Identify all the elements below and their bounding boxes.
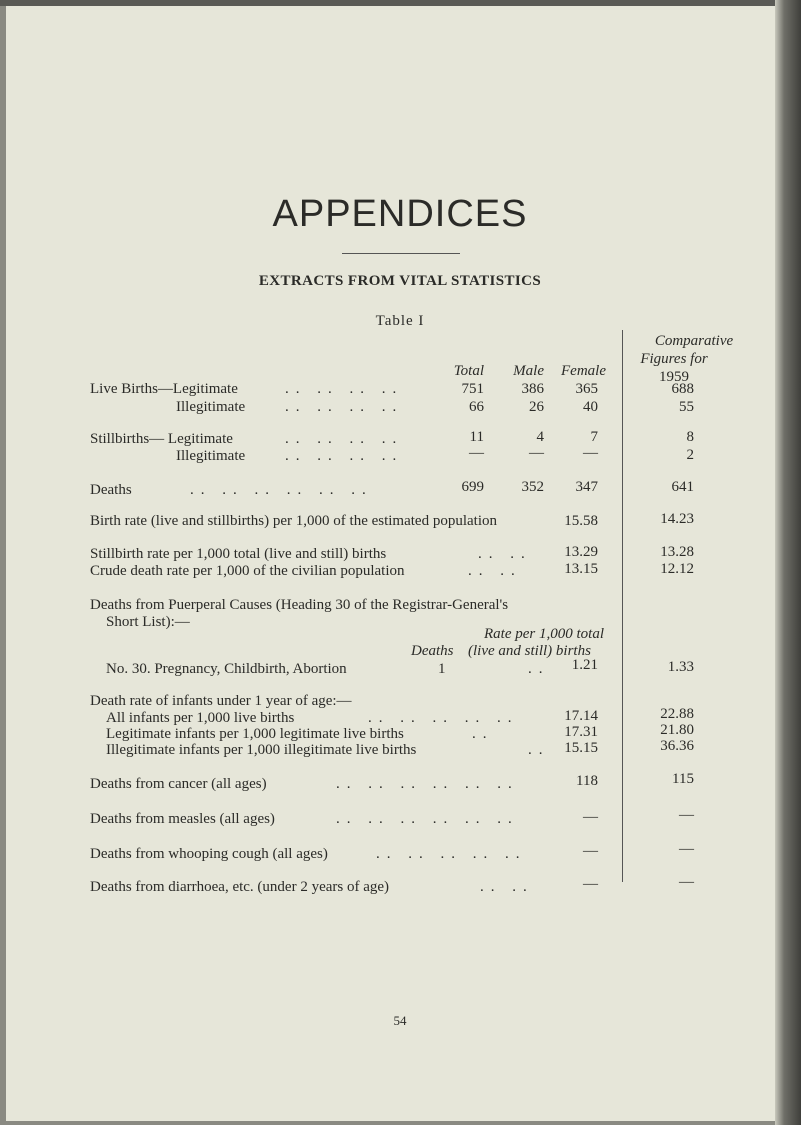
header-total: Total [453, 363, 484, 379]
page-binding-shadow [775, 0, 801, 1125]
measles-deaths-value: — [583, 809, 598, 825]
infant-row-comparative: 36.36 [660, 738, 694, 754]
puerperal-heading-line1: Deaths from Puerperal Causes (Heading 30 of the Registrar-General's [90, 597, 509, 613]
stillbirths-legitimate-label: Stillbirths— Legitimate [90, 431, 233, 447]
deaths-label: Deaths [90, 482, 132, 498]
leader-dots: .. .. .. .. [285, 381, 404, 397]
subheading: EXTRACTS FROM VITAL STATISTICS [258, 273, 542, 289]
infant-row-label: Illegitimate infants per 1,000 illegitimate live births [106, 742, 417, 758]
live-births-legitimate-label: Live Births—Legitimate [90, 381, 238, 397]
whooping-cough-deaths-label: Deaths from whooping cough (all ages) [90, 846, 328, 862]
cancer-deaths-comparative: 115 [672, 771, 694, 787]
header-comparative-year: 1959 [659, 369, 689, 385]
puerperal-row-comparative: 1.33 [667, 659, 694, 675]
cancer-deaths-label: Deaths from cancer (all ages) [90, 776, 267, 792]
birth-rate-label: Birth rate (live and stillbirths) per 1,000 of the estimated population [90, 513, 497, 529]
still-legit-total: 11 [469, 429, 484, 445]
live-legit-male: 386 [521, 381, 544, 397]
leader-dots: .. .. .. .. .. .. [336, 776, 519, 792]
leader-dots: .. [528, 742, 550, 758]
puerperal-rate-header2: (live and still) births [468, 643, 591, 659]
leader-dots: .. .. [480, 879, 534, 895]
deaths-comparative: 641 [671, 479, 694, 495]
live-illegit-female: 40 [583, 399, 598, 415]
still-legit-female: 7 [590, 429, 598, 445]
still-illegit-female: — [583, 445, 598, 461]
live-births-illegitimate-label: Illegitimate [176, 399, 246, 415]
leader-dots: .. .. [478, 546, 532, 562]
stillbirth-rate-value: 13.29 [564, 544, 598, 560]
live-legit-total: 751 [461, 381, 484, 397]
leader-dots: .. .. .. .. [285, 399, 404, 415]
crude-death-rate-comparative: 12.12 [660, 561, 694, 577]
leader-dots: .. .. .. .. .. [376, 846, 527, 862]
measles-deaths-label: Deaths from measles (all ages) [90, 811, 275, 827]
infant-row-value: 15.15 [564, 740, 598, 756]
page-heading: APPENDICES [272, 193, 528, 235]
header-male: Male [513, 363, 544, 379]
still-legit-male: 4 [536, 429, 544, 445]
stillbirth-rate-label: Stillbirth rate per 1,000 total (live and still) births [90, 546, 387, 562]
leader-dots: .. [528, 661, 550, 677]
leader-dots: .. .. .. .. .. [368, 710, 519, 726]
whooping-cough-deaths-value: — [583, 843, 598, 859]
table-title: Table I [375, 313, 425, 329]
still-legit-comparative: 8 [686, 429, 694, 445]
infant-row-label: Legitimate infants per 1,000 legitimate live births [106, 726, 404, 742]
deaths-male: 352 [521, 479, 544, 495]
stillbirths-illegitimate-label: Illegitimate [176, 448, 246, 464]
live-legit-female: 365 [575, 381, 598, 397]
header-comparative-line2: Figures for [640, 351, 708, 367]
puerperal-heading-line2: Short List):— [106, 614, 190, 630]
infant-rate-heading: Death rate of infants under 1 year of age:— [90, 693, 352, 709]
infant-row-label: All infants per 1,000 live births [106, 710, 295, 726]
puerperal-row-label: No. 30. Pregnancy, Childbirth, Abortion [106, 661, 347, 677]
diarrhoea-deaths-comparative: — [679, 874, 694, 890]
measles-deaths-comparative: — [679, 807, 694, 823]
leader-dots: .. .. .. .. [285, 431, 404, 447]
deaths-total: 699 [461, 479, 484, 495]
puerperal-row-rate: 1.21 [571, 657, 598, 673]
whooping-cough-deaths-comparative: — [679, 841, 694, 857]
live-illegit-male: 26 [529, 399, 544, 415]
live-illegit-comparative: 55 [679, 399, 694, 415]
infant-row-value: 17.31 [564, 724, 598, 740]
heading-rule [342, 253, 460, 254]
crude-death-rate-value: 13.15 [564, 561, 598, 577]
still-illegit-comparative: 2 [686, 447, 694, 463]
leader-dots: .. .. .. .. .. .. [190, 482, 373, 498]
puerperal-rate-header1: Rate per 1,000 total [484, 626, 604, 642]
infant-row-value: 17.14 [564, 708, 598, 724]
page-number: 54 [393, 1013, 407, 1028]
header-comparative-line1: Comparative [654, 333, 734, 349]
infant-row-comparative: 21.80 [660, 722, 694, 738]
still-illegit-male: — [529, 445, 544, 461]
diarrhoea-deaths-value: — [583, 876, 598, 892]
infant-row-comparative: 22.88 [660, 706, 694, 722]
crude-death-rate-label: Crude death rate per 1,000 of the civilian population [90, 563, 405, 579]
puerperal-deaths-header: Deaths [411, 643, 454, 659]
live-illegit-total: 66 [469, 399, 484, 415]
comparative-column-divider [622, 330, 623, 882]
still-illegit-total: — [469, 445, 484, 461]
deaths-female: 347 [575, 479, 598, 495]
birth-rate-comparative: 14.23 [660, 511, 694, 527]
leader-dots: .. .. .. .. .. .. [336, 811, 519, 827]
birth-rate-value: 15.58 [564, 513, 598, 529]
cancer-deaths-value: 118 [576, 773, 598, 789]
puerperal-row-deaths: 1 [438, 661, 446, 677]
header-female: Female [561, 363, 606, 379]
leader-dots: .. [472, 726, 494, 742]
live-legit-comparative: 688 [671, 381, 694, 397]
leader-dots: .. .. [468, 563, 522, 579]
diarrhoea-deaths-label: Deaths from diarrhoea, etc. (under 2 years of age) [90, 879, 390, 895]
leader-dots: .. .. .. .. [285, 448, 404, 464]
stillbirth-rate-comparative: 13.28 [660, 544, 694, 560]
